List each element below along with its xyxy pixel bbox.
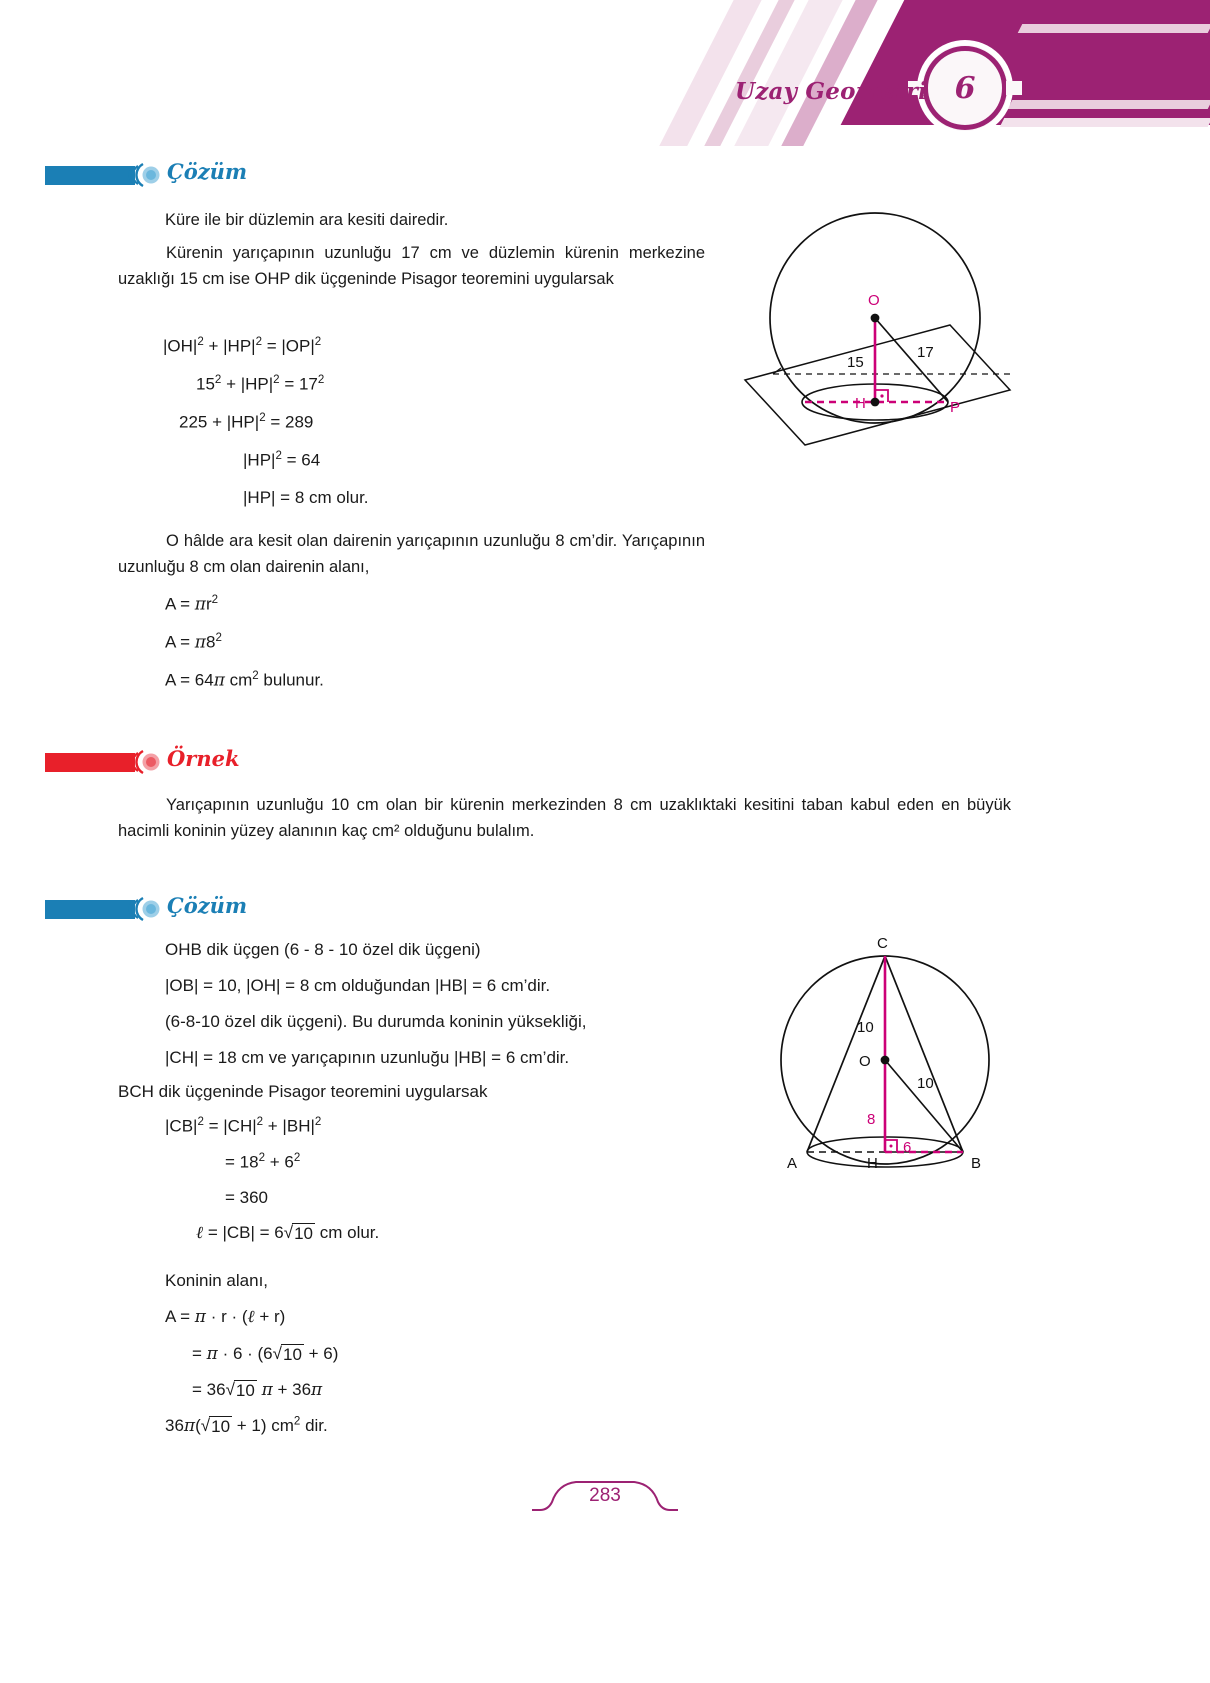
section-rings-icon xyxy=(127,895,161,923)
solution1-equation-4: $|HP|^2 = 64$ xyxy=(243,450,321,470)
solution1-equation-2: $15^2 + |HP|^2 = 17^2$ xyxy=(196,374,325,394)
section-bar xyxy=(45,166,135,185)
section-label: Örnek xyxy=(167,746,240,771)
solution1-area-equation-3: A = 64π $cm^2$ bulunur. xyxy=(165,670,324,691)
section-bar xyxy=(45,900,135,919)
solution1-paragraph-3: O hâlde ara kesit olan dairenin yarıçapının uzunluğu 8 cm’dir. Yarıçapının uzunluğu 8 cm olan dairenin alanı, xyxy=(118,532,705,576)
solution2-equation-1: $|CB|^2 = |CH|^2 + |BH|^2$ xyxy=(165,1116,322,1136)
figure2-label-B: B xyxy=(971,1155,982,1172)
header-stripe-right xyxy=(1000,118,1210,127)
header-stripe-right xyxy=(1018,24,1210,33)
section-header-cozum-1 xyxy=(45,161,345,187)
figure-cone-in-sphere xyxy=(775,930,1010,1205)
section-header-ornek-1 xyxy=(45,748,345,774)
figure2-label-C: C xyxy=(877,935,888,952)
solution1-equation-5: |HP| = 8 cm olur. xyxy=(243,488,369,507)
figure-sphere-plane xyxy=(735,200,1020,460)
figure2-label-H: H xyxy=(867,1155,878,1172)
figure2-label-6: 6 xyxy=(903,1139,912,1156)
section-bar xyxy=(45,753,135,772)
solution1-paragraph-2: Kürenin yarıçapının uzunluğu 17 cm ve düzlemin kürenin merkezine uzaklığı 15 cm ise OHP dik üçgeninde Pisagor teoremini uygularsak xyxy=(118,244,705,288)
section-rings-icon xyxy=(127,161,161,189)
header-stripe-right xyxy=(1008,100,1210,109)
solution2-line-1: OHB dik üçgen (6 - 8 - 10 özel dik üçgeni) xyxy=(165,940,481,959)
figure2-label-10-right: 10 xyxy=(917,1075,934,1092)
solution2-area-equation-1: A = π · r · (ℓ + r) xyxy=(165,1307,286,1327)
solution2-equation-4: ℓ = |CB| = 6√10 cm olur. xyxy=(196,1223,380,1243)
figure2-label-A: A xyxy=(787,1155,798,1172)
section-label: Çözüm xyxy=(167,893,248,918)
figure1-label-O: O xyxy=(868,292,880,309)
page-header xyxy=(0,0,1210,150)
section-rings-icon xyxy=(127,748,161,776)
badge-notch-right xyxy=(1006,81,1022,95)
chapter-number: 6 xyxy=(954,70,976,106)
figure1-label-15: 15 xyxy=(847,354,864,371)
solution2-area-equation-2: = π · 6 · (6√10 + 6) xyxy=(192,1344,339,1364)
solution1-area-equation-1: $A = \pi r^2$ xyxy=(165,594,219,615)
figure2-label-O: O xyxy=(859,1053,871,1070)
solution2-area-label: Koninin alanı, xyxy=(165,1271,269,1290)
solution1-equation-3: $225 + |HP|^2 = 289$ xyxy=(179,412,314,432)
figure1-label-17: 17 xyxy=(917,344,934,361)
solution1-paragraph-1: Küre ile bir düzlemin ara kesiti dairedir. xyxy=(165,211,449,229)
solution2-equation-3: = 360 xyxy=(225,1188,269,1207)
section-label: Çözüm xyxy=(167,159,248,184)
page-footer xyxy=(524,1476,686,1522)
figure2-label-10-left: 10 xyxy=(857,1019,874,1036)
solution2-area-equation-4: 36π(√10 + 1) $cm^2$ dir. xyxy=(165,1415,328,1436)
solution2-line-3: (6-8-10 özel dik üçgeni). Bu durumda koninin yüksekliği, xyxy=(165,1012,587,1031)
chapter-title: Uzay Geometri xyxy=(735,78,928,105)
solution1-equation-1: $|OH|^2 + |HP|^2 = |OP|^2$ xyxy=(163,336,322,356)
page-number: 283 xyxy=(589,1485,621,1506)
figure2-label-8: 8 xyxy=(867,1111,876,1128)
example1-text: Yarıçapının uzunluğu 10 cm olan bir kürenin merkezinden 8 cm uzaklıktaki kesitini taban kabul eden en büyük hacimli koninin yüzey alanının kaç cm² olduğunu bulalım. xyxy=(118,796,1011,840)
solution2-line-2: |OB| = 10, |OH| = 8 cm olduğundan |HB| = 6 cm’dir. xyxy=(165,976,551,995)
solution2-equation-2: = $18^2 + 6^2$ xyxy=(225,1152,301,1172)
chapter-badge xyxy=(923,46,1007,130)
solution1-area-equation-2: $A = \pi 8^2$ xyxy=(165,632,222,653)
figure1-label-P: P xyxy=(950,399,961,416)
solution2-line-4: |CH| = 18 cm ve yarıçapının uzunluğu |HB| = 6 cm’dir. xyxy=(165,1048,570,1067)
solution2-area-equation-3: = 36√10 π + 36π xyxy=(192,1380,323,1400)
figure1-label-H: H xyxy=(855,395,866,412)
section-header-cozum-2 xyxy=(45,895,345,921)
solution2-pisagor-line: BCH dik üçgeninde Pisagor teoremini uygularsak xyxy=(118,1082,488,1101)
